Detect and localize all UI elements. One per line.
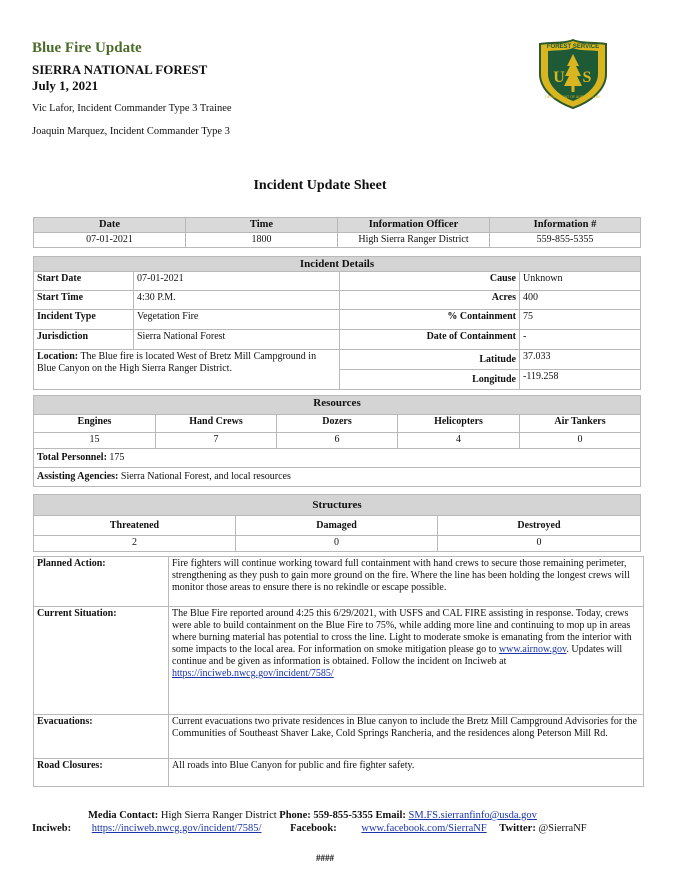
social-links-line (32, 823, 587, 834)
info-number-value: 559-855-5355 (490, 233, 641, 248)
threatened-value: 2 (34, 536, 236, 552)
cause-value: Unknown (520, 272, 641, 291)
threatened-header: Threatened (34, 516, 236, 536)
road-closures-label: Road Closures: (34, 759, 169, 787)
date-header: Date (34, 218, 186, 233)
location-cell (34, 350, 340, 390)
assisting-agencies-label: Assisting Agencies: (37, 471, 119, 482)
inciweb-situation-link[interactable]: https://inciweb.nwcg.gov/incident/7585/ (172, 668, 334, 679)
twitter-label: Twitter: (499, 823, 536, 834)
assisting-agencies-value: Sierra National Forest, and local resources (120, 471, 291, 482)
incident-type-value: Vegetation Fire (134, 310, 340, 330)
media-contact-value: High Sierra Ranger District (160, 810, 277, 821)
latitude-value: 37.033 (520, 350, 641, 370)
time-value: 1800 (186, 233, 338, 248)
incident-commander: Joaquin Marquez, Incident Commander Type 3 (32, 126, 230, 137)
air-tankers-header: Air Tankers (520, 415, 641, 433)
destroyed-value: 0 (438, 536, 641, 552)
logo-text: FOREST SERVICE (546, 44, 600, 50)
situation-text-part-1: The Blue Fire reported around 4:25 this 6/29/2021, with USFS and CAL FIRE assisting in response. Today, crews were able to build containment on the Blue Fire to 75%, while adding more line and continuing to mop up in areas where burning material has potential to cross the line. Light to moderate smoke is emanating from the interior with some impacts to the local area. For information on smoke mitigation please go to (172, 608, 632, 655)
incident-details-table (33, 256, 641, 390)
date-of-containment-value: - (520, 330, 641, 350)
incident-commander-trainee: Vic Lafor, Incident Commander Type 3 Trainee (32, 103, 232, 114)
inciweb-label: Inciweb: (32, 823, 72, 834)
engines-value: 15 (34, 433, 156, 449)
document-title: Blue Fire Update (32, 40, 142, 56)
twitter-handle: @SierraNF (538, 823, 587, 834)
resources-heading: Resources (34, 396, 641, 415)
time-header: Time (186, 218, 338, 233)
location-value: The Blue fire is located West of Bretz Mill Campground in Blue Canyon on the High Sierra Ranger District. (37, 351, 317, 374)
facebook-label: Facebook: (290, 823, 337, 834)
media-contact-label: Media Contact: (88, 810, 159, 821)
cause-label: Cause (340, 272, 520, 291)
end-mark: #### (316, 853, 334, 863)
phone-label: Phone: (279, 810, 311, 821)
longitude-value: -119.258 (520, 370, 641, 390)
structures-heading: Structures (34, 495, 641, 516)
email-link[interactable]: SM.FS.sierranfinfo@usda.gov (408, 810, 537, 821)
start-date-value: 07-01-2021 (134, 272, 340, 291)
containment-value: 75 (520, 310, 641, 330)
incident-details-heading: Incident Details (34, 257, 641, 272)
current-situation-label: Current Situation: (34, 607, 169, 715)
info-table (33, 217, 641, 248)
email-label: Email: (375, 810, 406, 821)
jurisdiction-label: Jurisdiction (34, 330, 134, 350)
airnow-link[interactable]: www.airnow.gov (498, 644, 567, 655)
jurisdiction-value: Sierra National Forest (134, 330, 340, 350)
evacuations-label: Evacuations: (34, 715, 169, 759)
incident-type-label: Incident Type (34, 310, 134, 330)
media-contact-line (88, 810, 537, 821)
svg-text:S: S (582, 69, 592, 86)
hand-crews-header: Hand Crews (156, 415, 277, 433)
forest-name: SIERRA NATIONAL FOREST (32, 62, 208, 77)
current-situation-text (169, 607, 644, 715)
info-number-header: Information # (490, 218, 641, 233)
report-date: July 1, 2021 (32, 78, 99, 93)
location-label: Location: (37, 351, 79, 362)
planned-action-label: Planned Action: (34, 557, 169, 607)
dozers-header: Dozers (277, 415, 398, 433)
dozers-value: 6 (277, 433, 398, 449)
engines-header: Engines (34, 415, 156, 433)
forest-service-shield-icon (534, 38, 612, 110)
logo-subtext: DEPARTMENT OF AGRICULTURE (545, 95, 601, 99)
planned-action-text: Fire fighters will continue working toward full containment with hand crews to secure those remaining perimeter, strengthening as they push to gain more ground on the fire. Where the line has been holding the longest crews will monitor those areas to ensure there is no rekindle or escape possible. (169, 557, 644, 607)
assisting-agencies-row (34, 468, 641, 487)
sheet-title: Incident Update Sheet (253, 178, 387, 193)
info-officer-value: High Sierra Ranger District (338, 233, 490, 248)
resources-table (33, 395, 641, 487)
acres-label: Acres (340, 291, 520, 310)
start-date-label: Start Date (34, 272, 134, 291)
road-closures-text: All roads into Blue Canyon for public and fire fighter safety. (169, 759, 644, 787)
total-personnel-label: Total Personnel: (37, 452, 107, 463)
air-tankers-value: 0 (520, 433, 641, 449)
narrative-table (33, 556, 644, 787)
inciweb-link[interactable]: https://inciweb.nwcg.gov/incident/7585/ (91, 823, 262, 834)
damaged-value: 0 (236, 536, 438, 552)
damaged-header: Damaged (236, 516, 438, 536)
hand-crews-value: 7 (156, 433, 277, 449)
phone-value: 559-855-5355 (313, 810, 373, 821)
acres-value: 400 (520, 291, 641, 310)
total-personnel-row (34, 449, 641, 468)
info-officer-header: Information Officer (338, 218, 490, 233)
svg-text:U: U (553, 69, 565, 86)
situation-text-part-2: . Updates will continue and be given as information is obtained. Follow the incident on Inciweb at (172, 644, 623, 667)
destroyed-header: Destroyed (438, 516, 641, 536)
longitude-label: Longitude (340, 370, 520, 390)
facebook-link[interactable]: www.facebook.com/SierraNF (361, 823, 487, 834)
latitude-label: Latitude (340, 350, 520, 370)
date-value: 07-01-2021 (34, 233, 186, 248)
date-of-containment-label: Date of Containment (340, 330, 520, 350)
start-time-label: Start Time (34, 291, 134, 310)
evacuations-text: Current evacuations two private residences in Blue canyon to include the Bretz Mill Campground Advisories for the Communities of Southeast Shaver Lake, Cold Springs Rancheria, and the residences along Peterson Mill Rd. (169, 715, 644, 759)
helicopters-header: Helicopters (398, 415, 520, 433)
containment-label: % Containment (340, 310, 520, 330)
start-time-value: 4:30 P.M. (134, 291, 340, 310)
structures-table (33, 494, 641, 552)
total-personnel-value: 175 (109, 452, 125, 463)
helicopters-value: 4 (398, 433, 520, 449)
